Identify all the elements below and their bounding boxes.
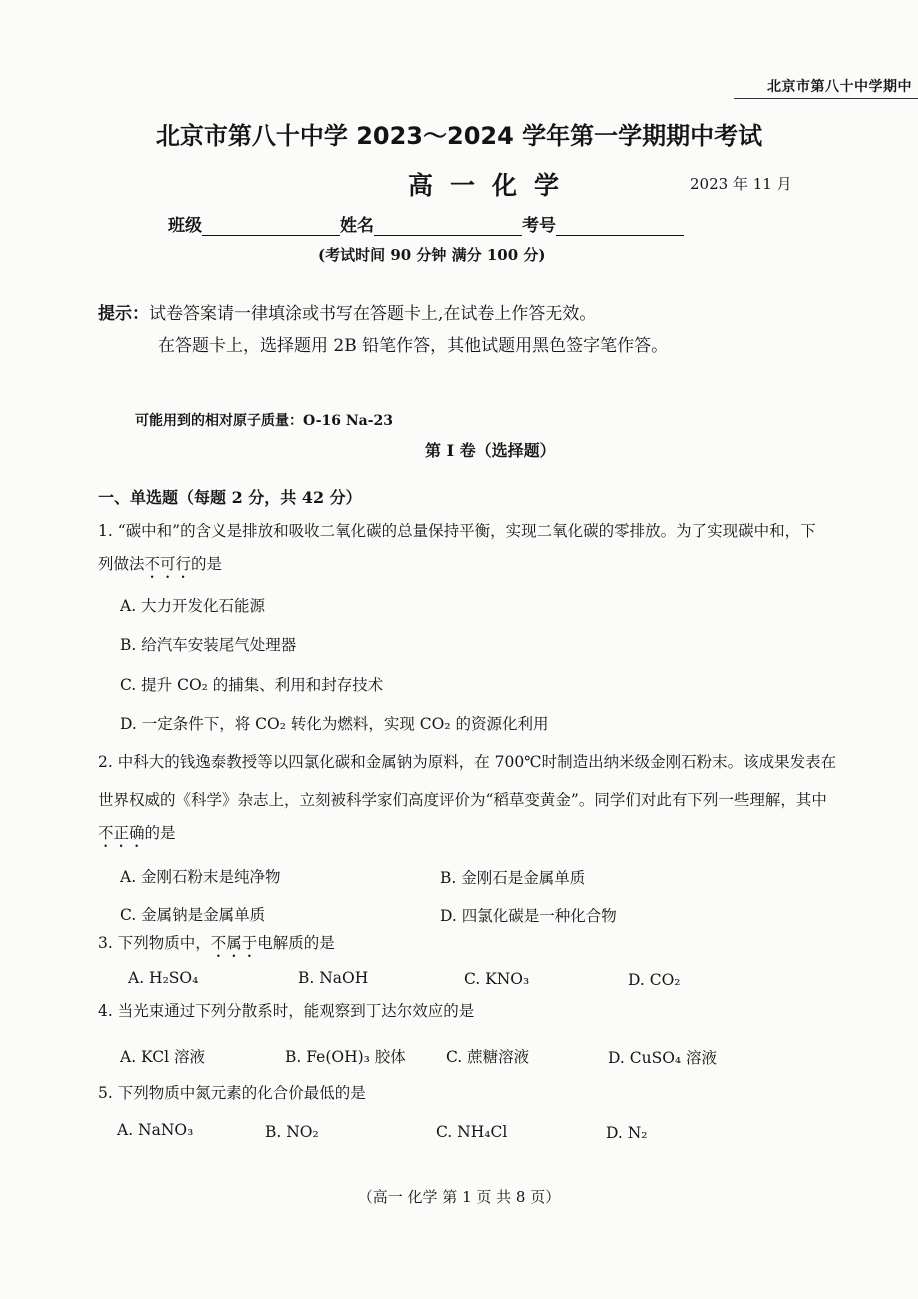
q3-stem-pre: 3. 下列物质中， bbox=[98, 934, 211, 952]
q2-stem-line-2: 世界权威的《科学》杂志上，立刻被科学家们高度评价为“稻草变黄金”。同学们对此有下列一些理解，其中 bbox=[98, 791, 827, 809]
notice-line-2: 在答题卡上，选择题用 2B 铅笔作答，其他试题用黑色签字笔作答。 bbox=[158, 336, 669, 356]
exam-date: 2023 年 11 月 bbox=[690, 175, 792, 193]
q5-option-c: C. NH₄Cl bbox=[436, 1123, 508, 1141]
exam-title: 北京市第八十中学 2023～2024 学年第一学期期中考试 bbox=[155, 122, 763, 150]
q2-option-b: B. 金刚石是金属单质 bbox=[440, 869, 586, 887]
q5-option-a: A. NaNO₃ bbox=[117, 1121, 194, 1139]
notice-block bbox=[98, 298, 668, 362]
name-label: 姓名 bbox=[340, 216, 374, 236]
q4-option-b: B. Fe(OH)₃ 胶体 bbox=[285, 1048, 406, 1066]
q1-option-c: C. 提升 CO₂ 的捕集、利用和封存技术 bbox=[120, 676, 384, 694]
corner-header-text: 北京市第八十中学期中 bbox=[767, 79, 912, 95]
number-label: 考号 bbox=[522, 216, 556, 236]
q2-option-d: D. 四氯化碳是一种化合物 bbox=[440, 907, 617, 925]
page-footer: （高一 化学 第 1 页 共 8 页） bbox=[357, 1188, 561, 1206]
q1-emphasis: 不可行 bbox=[144, 555, 192, 573]
atomic-mass-note: 可能用到的相对原子质量：O-16 Na-23 bbox=[135, 413, 394, 429]
q1-option-b: B. 给汽车安装尾气处理器 bbox=[120, 636, 297, 654]
q3-option-c: C. KNO₃ bbox=[464, 970, 530, 988]
q4-option-d: D. CuSO₄ 溶液 bbox=[608, 1049, 718, 1067]
q2-option-a: A. 金刚石粉末是纯净物 bbox=[120, 868, 281, 886]
name-blank bbox=[374, 215, 522, 236]
q1-stem-pre: 列做法 bbox=[98, 555, 145, 573]
exam-time-note: (考试时间 90 分钟 满分 100 分) bbox=[318, 246, 546, 264]
q2-stem-line-3 bbox=[98, 816, 176, 851]
q2-emphasis: 不正确 bbox=[98, 824, 145, 842]
q5-option-d: D. N₂ bbox=[606, 1124, 648, 1142]
q1-stem-line-1: 1. “碳中和”的含义是排放和吸收二氧化碳的总量保持平衡，实现二氧化碳的零排放。为了实现碳中和，下 bbox=[98, 522, 816, 540]
q1-stem-line-2 bbox=[98, 547, 222, 582]
q5-option-b: B. NO₂ bbox=[265, 1123, 319, 1141]
q4-option-a: A. KCl 溶液 bbox=[120, 1048, 205, 1066]
q4-stem: 4. 当光束通过下列分散系时，能观察到丁达尔效应的是 bbox=[98, 1002, 475, 1020]
exam-subject: 高一化学 bbox=[408, 171, 577, 200]
q1-option-a: A. 大力开发化石能源 bbox=[120, 597, 266, 615]
notice-label: 提示： bbox=[98, 304, 149, 324]
q3-option-a: A. H₂SO₄ bbox=[128, 969, 199, 987]
q2-stem-line-1: 2. 中科大的钱逸泰教授等以四氯化碳和金属钠为原料，在 700℃时制造出纳米级金刚石粉末。该成果发表在 bbox=[98, 753, 837, 771]
q3-option-d: D. CO₂ bbox=[628, 971, 681, 989]
q4-option-c: C. 蔗糖溶液 bbox=[446, 1048, 530, 1066]
student-info-line bbox=[168, 211, 684, 236]
number-blank bbox=[556, 215, 684, 236]
notice-line-1: 试卷答案请一律填涂或书写在答题卡上,在试卷上作答无效。 bbox=[149, 304, 597, 324]
q2-stem-post: 的是 bbox=[144, 824, 176, 842]
q3-emphasis: 不属于 bbox=[210, 934, 258, 952]
class-blank bbox=[202, 215, 340, 236]
q2-option-c: C. 金属钠是金属单质 bbox=[120, 906, 266, 924]
q3-stem-post: 电解质的是 bbox=[257, 934, 335, 952]
part-heading: 一、单选题（每题 2 分，共 42 分） bbox=[98, 488, 362, 507]
q1-option-d: D. 一定条件下，将 CO₂ 转化为燃料，实现 CO₂ 的资源化利用 bbox=[120, 715, 549, 733]
q3-option-b: B. NaOH bbox=[298, 969, 369, 987]
q1-stem-post: 的是 bbox=[191, 555, 223, 573]
class-label: 班级 bbox=[168, 216, 202, 236]
q3-stem bbox=[98, 926, 335, 961]
section-title: 第 I 卷（选择题） bbox=[425, 441, 556, 460]
q5-stem: 5. 下列物质中氮元素的化合价最低的是 bbox=[98, 1084, 366, 1102]
corner-divider bbox=[734, 98, 918, 99]
